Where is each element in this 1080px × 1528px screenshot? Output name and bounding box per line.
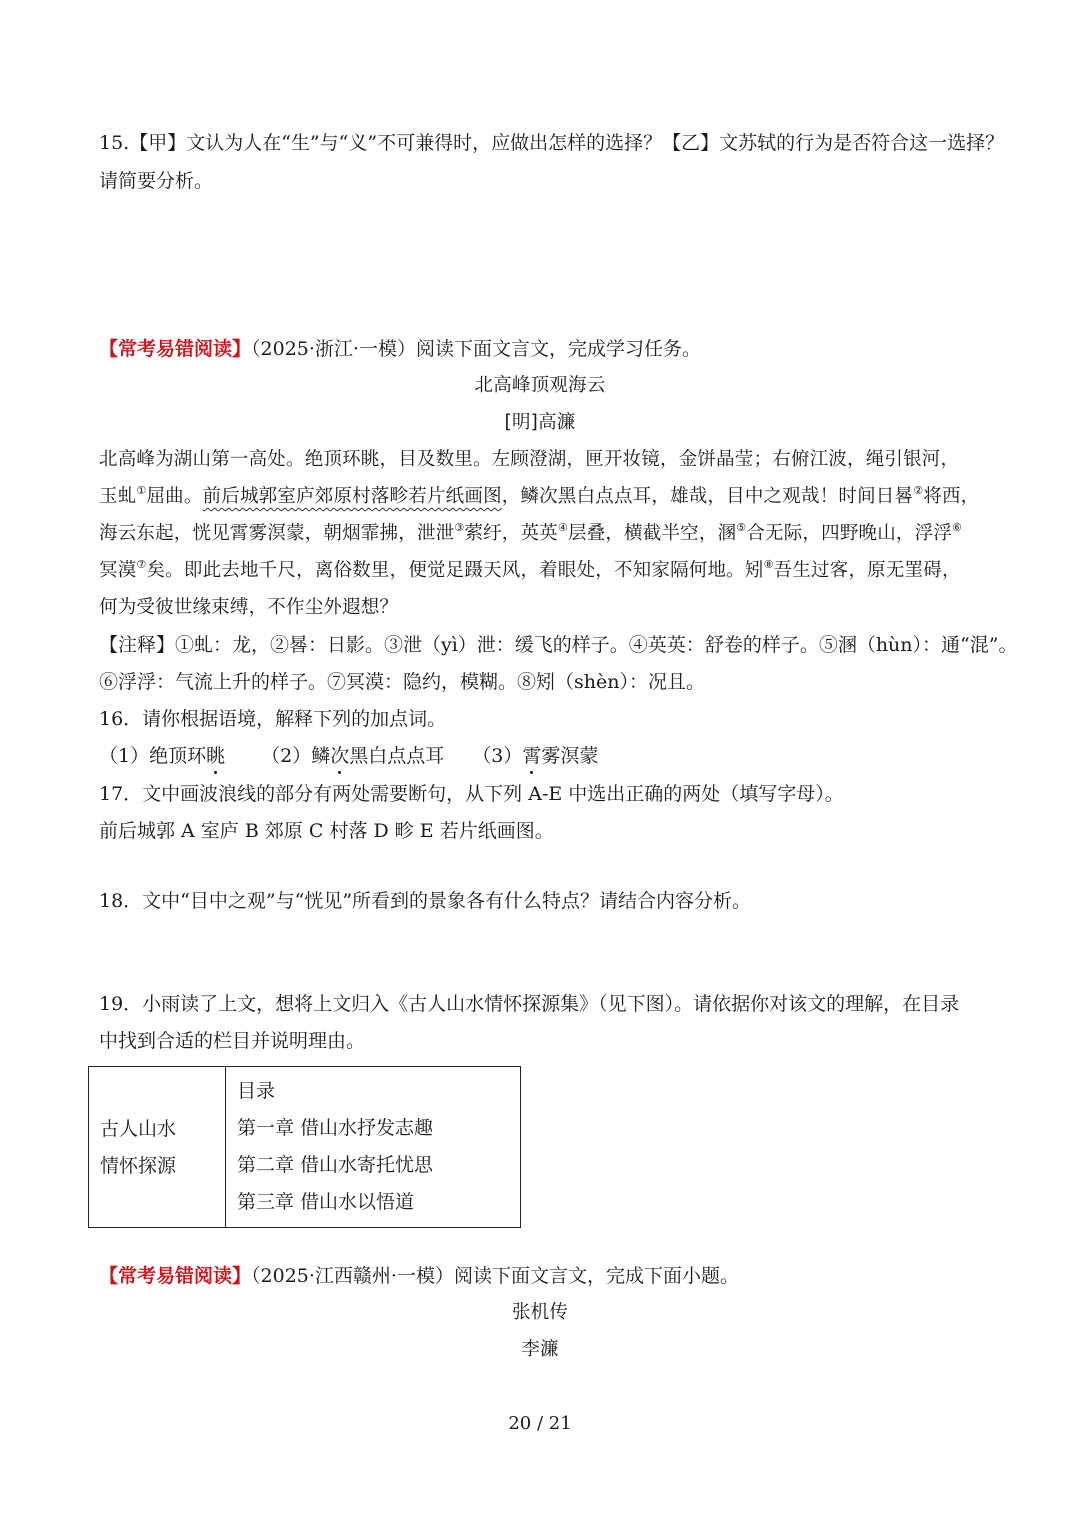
q16-item2-rest: 黑白点点耳 <box>349 745 445 767</box>
toc-heading: 目录 <box>237 1080 276 1102</box>
passage-text: 冥漠 <box>99 560 137 581</box>
passage-text: 吾生过客，原无罣碍， <box>773 560 961 581</box>
toc-contents <box>237 1073 433 1221</box>
passage-line5: 何为受彼世缘束缚，不作尘外遐想？ <box>99 597 399 618</box>
passage-title: 北高峰顶观海云 <box>474 375 606 396</box>
passage-text: ，鳞次黑白点点耳，雄哉，目中之观哉！时间日晷 <box>501 486 914 507</box>
passage-text: 将西， <box>923 486 980 507</box>
q16-items <box>99 743 598 769</box>
passage-line4 <box>99 558 961 584</box>
q19-line1: 19．小雨读了上文，想将上文归入《古人山水情怀探源集》（见下图）。请依据你对该文的理解，在目录 <box>99 993 960 1015</box>
passage-line2 <box>99 484 979 510</box>
footnote-marker: ⑥ <box>952 521 963 534</box>
q16-item3: （3） <box>472 745 523 767</box>
toc-chapter-1: 第一章 借山水抒发志趣 <box>237 1117 434 1139</box>
footnote-marker: ③ <box>454 521 465 534</box>
footnote-marker: ⑤ <box>736 521 747 534</box>
passage-text: 玉虬 <box>99 486 137 507</box>
q16-item3-rest: 雾溟蒙 <box>541 745 599 767</box>
passage-line1: 北高峰为湖山第一高处。绝顶环眺，目及数里。左顾澄湖，匣开妆镜，金饼晶莹；右俯江波，绳引银河， <box>99 449 960 470</box>
toc-left-line2: 情怀探源 <box>100 1155 177 1177</box>
dotted-word: 眺 <box>206 745 226 767</box>
passage-line3 <box>99 521 962 547</box>
passage-text: 海云东起，恍见霄雾溟蒙，朝烟霏拂，泄泄 <box>99 523 455 544</box>
passage-text: 矣。即此去地千尺，离俗数里，便觉足蹑天风，着眼处，不知家隔何地。矧 <box>146 560 764 581</box>
section1-header <box>99 336 701 362</box>
toc-chapter-3: 第三章 借山水以悟道 <box>237 1191 415 1213</box>
section2-intro: （2025·江西赣州·一模）阅读下面文言文，完成下面小题。 <box>251 1265 739 1287</box>
passage-author: [明]高濂 <box>504 412 576 433</box>
toc-chapter-2: 第二章 借山水寄托忧思 <box>237 1154 434 1176</box>
annotation-line1: 【注释】①虬：龙，②晷：日影。③泄（yì）泄：缓飞的样子。④英英：舒卷的样子。⑤溷（hùn）：通“混”。 <box>99 634 1018 656</box>
footnote-marker: ② <box>913 484 924 497</box>
footnote-marker: ⑧ <box>763 558 774 571</box>
section2-tag: 【常考易错阅读】 <box>99 1265 252 1287</box>
section2-author: 李濂 <box>521 1339 559 1360</box>
dotted-word: 霄 <box>522 745 542 767</box>
footnote-marker: ① <box>136 484 147 497</box>
q17-options: 前后城郭 A 室庐 B 郊原 C 村落 D 畛 E 若片纸画图。 <box>99 820 554 842</box>
passage-text: 层叠，横截半空，溷 <box>567 523 737 544</box>
q15-line2: 请简要分析。 <box>99 170 214 192</box>
table-divider <box>225 1067 226 1227</box>
passage-text: 合无际，四野晚山，浮浮 <box>746 523 953 544</box>
section1-tag: 【常考易错阅读】 <box>99 338 252 360</box>
toc-left-line1: 古人山水 <box>100 1118 177 1140</box>
q16-item1: （1）绝顶环 <box>99 745 207 767</box>
q19-line2: 中找到合适的栏目并说明理由。 <box>99 1030 366 1052</box>
annotation-line2: ⑥浮浮：气流上升的样子。⑦冥漠：隐约，模糊。⑧矧（shèn）：况且。 <box>99 671 705 693</box>
section2-header <box>99 1263 739 1289</box>
dotted-word: 次 <box>330 745 350 767</box>
page-number: 20 / 21 <box>508 1413 572 1434</box>
section2-title: 张机传 <box>511 1302 569 1323</box>
footnote-marker: ⑦ <box>136 558 147 571</box>
passage-text: 屈曲。 <box>146 486 203 507</box>
toc-table <box>88 1066 521 1228</box>
q16-item2: （2）鳞 <box>261 745 331 767</box>
section1-intro: （2025·浙江·一模）阅读下面文言文，完成学习任务。 <box>251 338 701 360</box>
footnote-marker: ④ <box>557 521 568 534</box>
passage-text: 萦纡，英英 <box>464 523 558 544</box>
q18-text: 18．文中“目中之观”与“恍见”所看到的景象各有什么特点？请结合内容分析。 <box>99 890 752 912</box>
q17-text: 17．文中画波浪线的部分有两处需要断句，从下列 A-E 中选出正确的两处（填写字母）。 <box>99 783 844 805</box>
q15-line1: 15.【甲】文认为人在“生”与“义”不可兼得时，应做出怎样的选择？【乙】文苏轼的行为是否符合这一选择？ <box>99 132 1005 154</box>
toc-collection-name <box>100 1111 176 1185</box>
wavy-underlined-text: 前后城郭室庐郊原村落畛若片纸画图 <box>202 486 502 507</box>
q16-text: 16．请你根据语境，解释下列的加点词。 <box>99 708 447 730</box>
